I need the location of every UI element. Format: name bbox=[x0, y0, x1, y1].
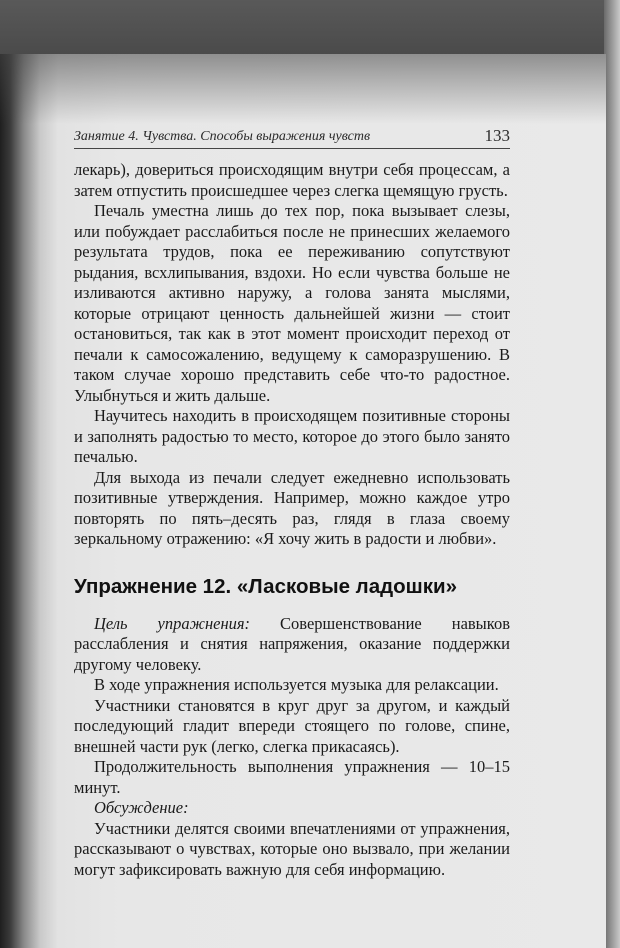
goal-text: Совершенствование навыков расслабления и снятия напряжения, оказание поддержки другому человеку. bbox=[74, 613, 510, 674]
paragraph-affirmations: Для выхода из печали следует ежедневно использовать позитивные утверждения. Например, можно каждое утро повторять по пять–десять раз, глядя в глаза своему зеркальному отражению: «Я хочу жить в радости и любви». bbox=[74, 467, 510, 548]
paragraph-sadness: Печаль уместна лишь до тех пор, пока вызывает слезы, или побуждает расслабиться после не принесших желаемого результата трудов, пока ее переживанию сопутствуют рыдания, всхлипывания, вздохи. Но если чувства больше не изливаются активно наружу, а голова занята мыслями, которые отрицают ценность дальнейшей жизни — стоит остановиться, так как в этот момент происходит переход от печали к самосожалению, ведущему к саморазрушению. В таком случае хорошо представить себе что-то радостное. Улыбнуться и жить дальше. bbox=[74, 201, 510, 405]
paragraph-discussion: Участники делятся своими впечатлениями от упражнения, рассказывают о чувствах, которые оно вызвало, при желании могут зафиксировать важную для себя информацию. bbox=[74, 818, 510, 879]
scanner-background-top bbox=[0, 0, 620, 56]
running-head-title: Занятие 4. Чувства. Способы выражения чувств bbox=[74, 129, 371, 144]
goal-label: Цель упражнения: bbox=[94, 613, 251, 633]
paragraph-music: В ходе упражнения используется музыка для релаксации. bbox=[94, 675, 499, 694]
running-head bbox=[74, 126, 510, 149]
scanner-background-right bbox=[604, 0, 620, 948]
discussion-label: Обсуждение: bbox=[94, 798, 189, 817]
paragraph-continuation: лекарь), довериться происходящим внутри себя процессам, а затем отпустить происшедшее через слегка щемящую грусть. bbox=[74, 160, 510, 200]
exercise-heading: Упражнение 12. «Ласковые ладошки» bbox=[74, 574, 457, 598]
paragraph-duration: Продолжительность выполнения упражнения — 10–15 минут. bbox=[74, 757, 510, 797]
page-number: 133 bbox=[484, 126, 510, 145]
paragraph-procedure: Участники становятся в круг друг за другом, и каждый последующий гладит впереди стоящего по голове, спине, внешней части рук (легко, слегка прикасаясь). bbox=[74, 695, 510, 756]
paragraph-exercise-goal bbox=[74, 614, 510, 676]
page-body bbox=[74, 160, 510, 880]
paragraph-positive-sides: Научитесь находить в происходящем позитивные стороны и заполнять радостью то место, которое до этого было занято печалью. bbox=[74, 406, 510, 466]
